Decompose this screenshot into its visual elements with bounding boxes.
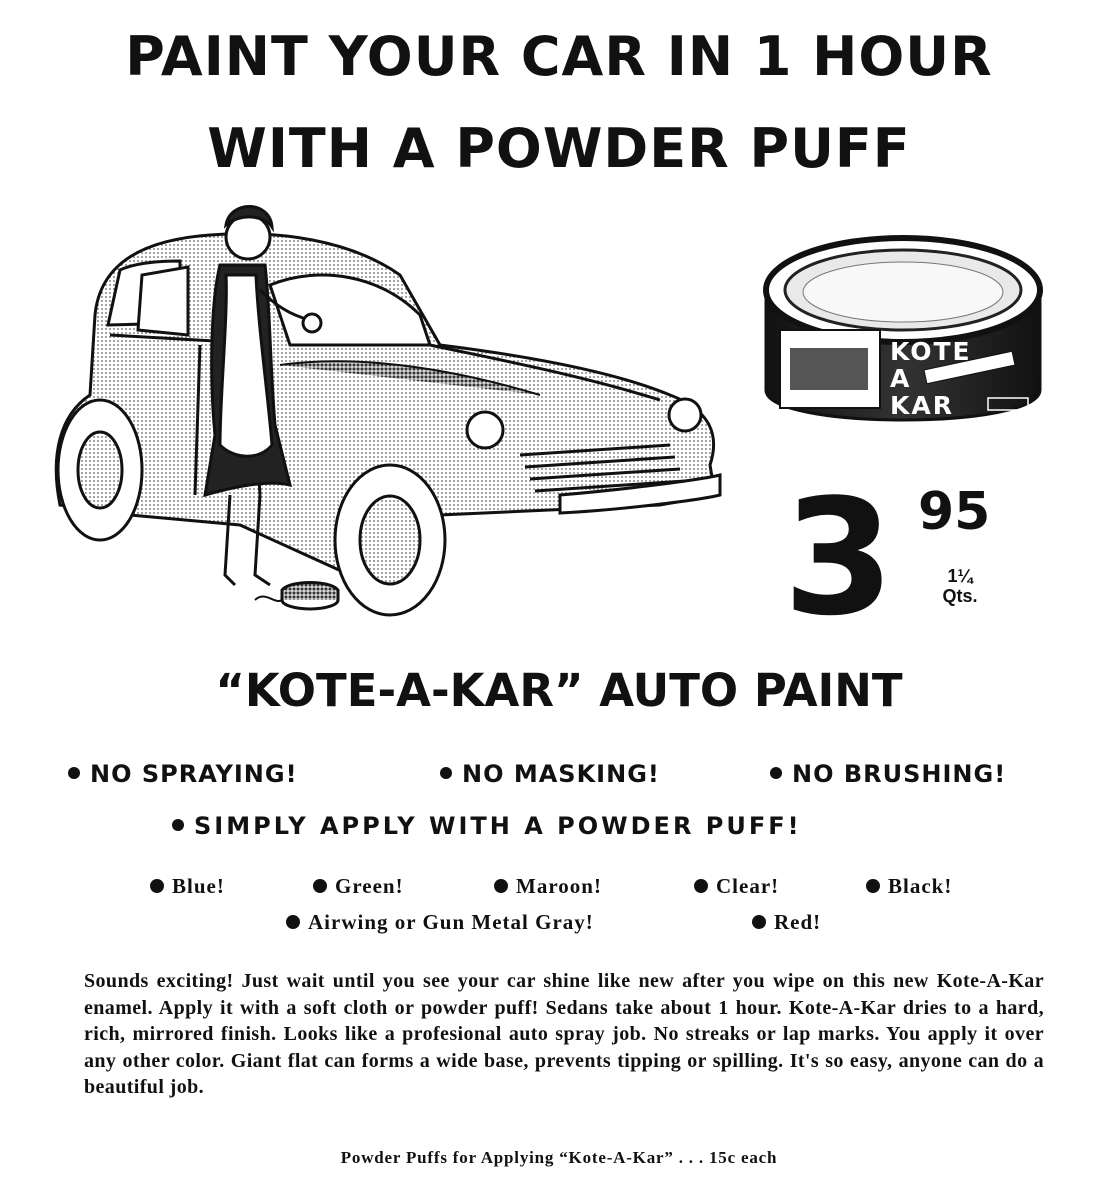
price-quantity (930, 567, 990, 607)
color-option-blue: Blue! (150, 874, 225, 899)
body-copy: Sounds exciting! Just wait until you see your car shine like new after you wipe on this new Kote-A-Kar enamel. Apply it with a soft cloth or powder puff! Sedans take about 1 hour. Kote-A-Kar dries to a hard, rich, mirrored finish. Looks like a profesional auto spray job. No streaks or lap marks. You apply it over any other color. Giant flat can forms a wide base, prevents tipping or spilling. It's so easy, anyone can do a beautiful job. (84, 970, 1044, 1098)
bullet-icon (694, 879, 708, 893)
bullet-icon (752, 915, 766, 929)
bullet-icon (68, 767, 80, 779)
car-and-woman-illustration (20, 195, 740, 645)
can-label-line-2: A (890, 364, 912, 393)
feature-no-brushing: NO BRUSHING! (770, 760, 1006, 788)
feature-powder-puff: SIMPLY APPLY WITH A POWDER PUFF! (172, 812, 802, 840)
headline-line-1: PAINT YOUR CAR IN 1 HOUR (125, 25, 993, 88)
quantity-unit: Qts. (942, 585, 978, 606)
quantity-amount: 1¼ (947, 566, 973, 586)
bullet-icon (440, 767, 452, 779)
feature-no-masking: NO MASKING! (440, 760, 660, 788)
headline-line-2: WITH A POWDER PUFF (207, 117, 911, 180)
bullet-icon (494, 879, 508, 893)
can-label-line-3: KAR (890, 391, 954, 420)
color-option-black: Black! (866, 874, 952, 899)
bullet-icon (150, 879, 164, 893)
product-name: “KOTE-A-KAR” AUTO PAINT (215, 664, 903, 717)
color-option-clear: Clear! (694, 874, 779, 899)
feature-no-spraying: NO SPRAYING! (68, 760, 298, 788)
color-option-gray: Airwing or Gun Metal Gray! (286, 910, 594, 935)
color-option-maroon: Maroon! (494, 874, 602, 899)
bullet-icon (286, 915, 300, 929)
color-option-green: Green! (313, 874, 404, 899)
color-option-red: Red! (752, 910, 821, 935)
bullet-icon (172, 819, 184, 831)
bullet-icon (313, 879, 327, 893)
price-cents: 95 (918, 482, 991, 542)
price-dollars: 3 (783, 464, 891, 651)
can-label-line-1: KOTE (890, 337, 972, 366)
footer-note: Powder Puffs for Applying “Kote-A-Kar” . . . 15c each (340, 1148, 778, 1167)
paint-can (758, 230, 1048, 445)
bullet-icon (866, 879, 880, 893)
bullet-icon (770, 767, 782, 779)
